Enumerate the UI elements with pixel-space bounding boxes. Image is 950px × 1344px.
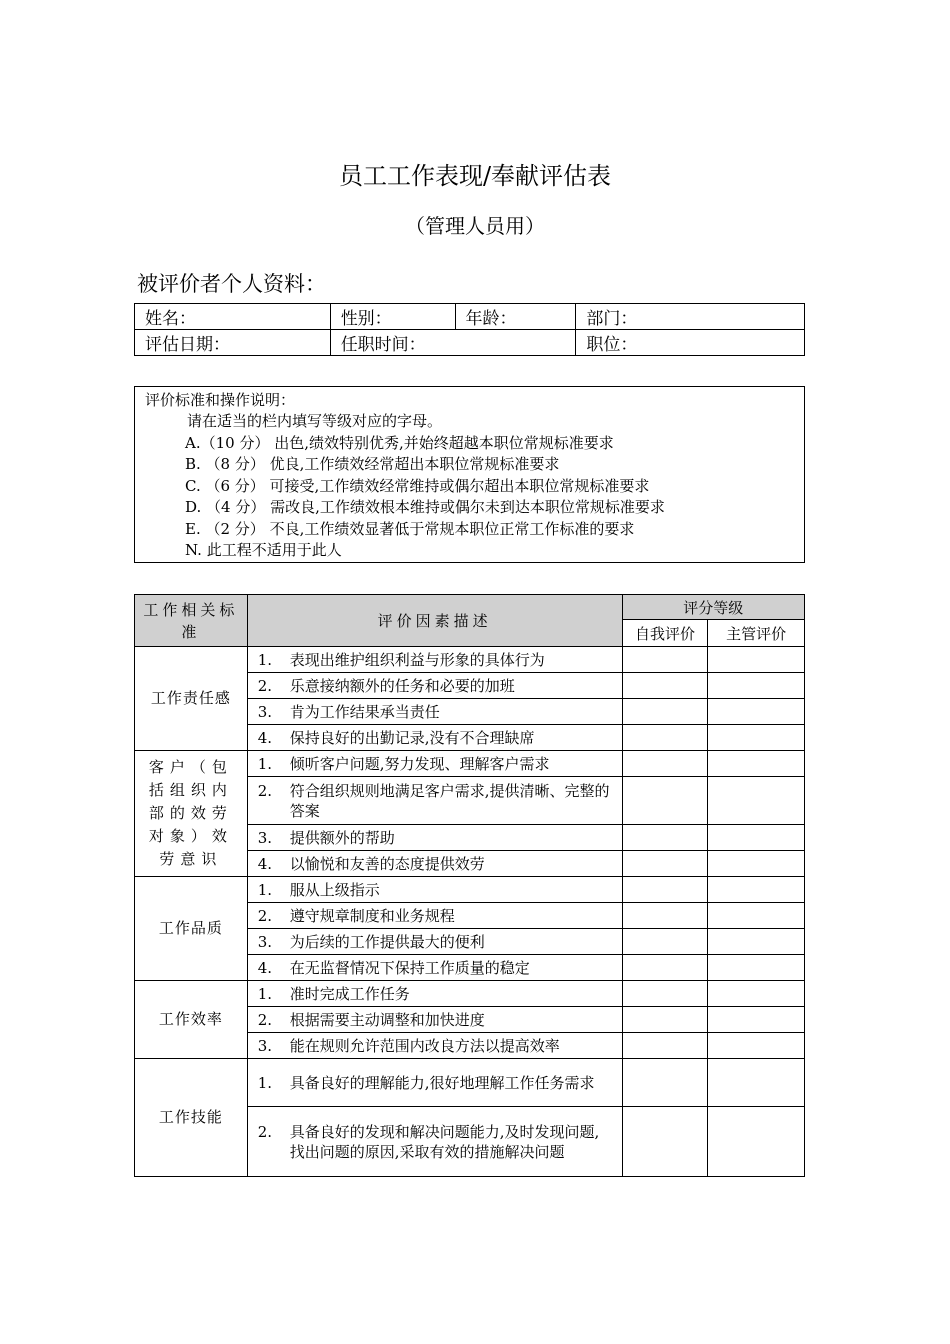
gender-field[interactable]: 性别： <box>330 304 455 330</box>
manager-eval-cell[interactable] <box>708 1059 805 1107</box>
self-eval-cell[interactable] <box>622 877 708 903</box>
manager-eval-cell[interactable] <box>708 725 805 751</box>
manager-eval-cell[interactable] <box>708 955 805 981</box>
factor-text: 符合组织规则地满足客户需求,提供清晰、完整的答案 <box>289 781 610 820</box>
factor-number: 1. <box>257 754 273 773</box>
self-eval-cell[interactable] <box>622 699 708 725</box>
self-eval-cell[interactable] <box>622 725 708 751</box>
manager-eval-cell[interactable] <box>708 981 805 1007</box>
factor-cell <box>247 751 622 777</box>
factor-number: 1. <box>257 650 273 669</box>
manager-eval-cell[interactable] <box>708 851 805 877</box>
self-eval-cell[interactable] <box>622 777 708 825</box>
factor-text: 倾听客户问题,努力发现、理解客户需求 <box>289 754 550 773</box>
factor-cell <box>247 1033 622 1059</box>
factor-cell <box>247 1107 622 1177</box>
category-cell: 工作品质 <box>135 877 248 981</box>
self-eval-cell[interactable] <box>622 647 708 673</box>
factor-text: 乐意接纳额外的任务和必要的加班 <box>289 676 515 695</box>
factor-cell <box>247 673 622 699</box>
factor-cell <box>247 981 622 1007</box>
criteria-line: D. （4 分） 需改良,工作绩效根本维持或偶尔未到达本职位常规标准要求 <box>185 498 665 516</box>
self-eval-cell[interactable] <box>622 929 708 955</box>
category-cell: 工作效率 <box>135 981 248 1059</box>
factor-cell <box>247 929 622 955</box>
criteria-line: 请在适当的栏内填写等级对应的字母。 <box>187 412 443 430</box>
evaluation-table <box>134 594 805 1177</box>
factor-number: 4. <box>257 728 273 747</box>
tenure-field[interactable]: 任职时间： <box>330 330 576 356</box>
header-factor: 评价因素描述 <box>247 595 622 647</box>
factor-cell <box>247 1007 622 1033</box>
position-field[interactable]: 职位： <box>576 330 805 356</box>
factor-cell <box>247 647 622 673</box>
manager-eval-cell[interactable] <box>708 877 805 903</box>
category-cell: 工作技能 <box>135 1059 248 1177</box>
criteria-line: A.（10 分） 出色,绩效特别优秀,并始终超越本职位常规标准要求 <box>185 433 614 452</box>
manager-eval-cell[interactable] <box>708 699 805 725</box>
name-field[interactable]: 姓名： <box>135 304 331 330</box>
self-eval-cell[interactable] <box>622 955 708 981</box>
age-field[interactable]: 年龄： <box>455 304 576 330</box>
factor-text: 在无监督情况下保持工作质量的稳定 <box>289 958 530 977</box>
self-eval-cell[interactable] <box>622 903 708 929</box>
manager-eval-cell[interactable] <box>708 929 805 955</box>
factor-cell <box>247 825 622 851</box>
personal-info-table <box>134 303 805 356</box>
factor-text: 保持良好的出勤记录,没有不合理缺席 <box>289 728 535 747</box>
header-manager-eval: 主管评价 <box>708 620 805 647</box>
factor-text: 服从上级指示 <box>289 880 380 899</box>
manager-eval-cell[interactable] <box>708 777 805 825</box>
header-self-eval: 自我评价 <box>622 620 708 647</box>
factor-number: 4. <box>257 854 273 873</box>
factor-text: 具备良好的发现和解决问题能力,及时发现问题,找出问题的原因,采取有效的措施解决问题 <box>289 1122 600 1161</box>
factor-number: 3. <box>257 1036 273 1055</box>
factor-number: 1. <box>257 984 273 1003</box>
factor-text: 准时完成工作任务 <box>289 984 410 1003</box>
self-eval-cell[interactable] <box>622 825 708 851</box>
page-title: 员工工作表现/奉献评估表 <box>338 162 612 190</box>
manager-eval-cell[interactable] <box>708 1007 805 1033</box>
factor-cell <box>247 1059 622 1107</box>
manager-eval-cell[interactable] <box>708 1107 805 1177</box>
manager-eval-cell[interactable] <box>708 673 805 699</box>
factor-number: 2. <box>257 781 273 800</box>
factor-text: 表现出维护组织利益与形象的具体行为 <box>289 650 545 669</box>
self-eval-cell[interactable] <box>622 1107 708 1177</box>
factor-cell <box>247 777 622 825</box>
factor-text: 肯为工作结果承当责任 <box>289 702 440 721</box>
factor-cell <box>247 877 622 903</box>
factor-number: 2. <box>257 1010 273 1029</box>
factor-cell <box>247 725 622 751</box>
self-eval-cell[interactable] <box>622 673 708 699</box>
criteria-line: N. 此工程不适用于此人 <box>185 541 342 559</box>
page-subtitle: （管理人员用） <box>405 214 545 238</box>
factor-text: 以愉悦和友善的态度提供效劳 <box>289 854 485 873</box>
eval-date-field[interactable]: 评估日期： <box>135 330 331 356</box>
criteria-box <box>134 386 805 563</box>
factor-number: 2. <box>257 1122 273 1141</box>
factor-cell <box>247 955 622 981</box>
factor-number: 1. <box>257 880 273 899</box>
factor-number: 2. <box>257 906 273 925</box>
manager-eval-cell[interactable] <box>708 751 805 777</box>
factor-text: 遵守规章制度和业务规程 <box>289 906 455 925</box>
header-standard: 工作相关标准 <box>135 595 248 647</box>
factor-text: 根据需要主动调整和加快进度 <box>289 1010 485 1029</box>
factor-text: 提供额外的帮助 <box>289 828 395 847</box>
factor-cell <box>247 851 622 877</box>
factor-text: 为后续的工作提供最大的便利 <box>289 932 485 951</box>
factor-text: 具备良好的理解能力,很好地理解工作任务需求 <box>289 1073 595 1092</box>
factor-cell <box>247 699 622 725</box>
self-eval-cell[interactable] <box>622 1007 708 1033</box>
factor-number: 3. <box>257 932 273 951</box>
section-heading: 被评价者个人资料： <box>137 272 326 296</box>
manager-eval-cell[interactable] <box>708 647 805 673</box>
department-field[interactable]: 部门： <box>576 304 805 330</box>
criteria-line: C. （6 分） 可接受,工作绩效经常维持或偶尔超出本职位常规标准要求 <box>185 476 650 495</box>
factor-number: 2. <box>257 676 273 695</box>
criteria-line: E. （2 分） 不良,工作绩效显著低于常规本职位正常工作标准的要求 <box>185 519 635 538</box>
factor-cell <box>247 903 622 929</box>
category-cell: 客户（包括组织内部的效劳对象）效劳意识 <box>135 751 248 877</box>
self-eval-cell[interactable] <box>622 981 708 1007</box>
factor-number: 4. <box>257 958 273 977</box>
header-grade: 评分等级 <box>622 595 804 620</box>
category-cell: 工作责任感 <box>135 647 248 751</box>
self-eval-cell[interactable] <box>622 851 708 877</box>
manager-eval-cell[interactable] <box>708 903 805 929</box>
factor-number: 1. <box>257 1073 273 1092</box>
factor-number: 3. <box>257 828 273 847</box>
self-eval-cell[interactable] <box>622 1059 708 1107</box>
criteria-heading: 评价标准和操作说明： <box>145 391 296 409</box>
criteria-line: B. （8 分） 优良,工作绩效经常超出本职位常规标准要求 <box>185 455 560 473</box>
factor-text: 能在规则允许范围内改良方法以提高效率 <box>289 1036 560 1055</box>
factor-number: 3. <box>257 702 273 721</box>
self-eval-cell[interactable] <box>622 1033 708 1059</box>
self-eval-cell[interactable] <box>622 751 708 777</box>
manager-eval-cell[interactable] <box>708 1033 805 1059</box>
criteria-list <box>187 411 665 562</box>
manager-eval-cell[interactable] <box>708 825 805 851</box>
